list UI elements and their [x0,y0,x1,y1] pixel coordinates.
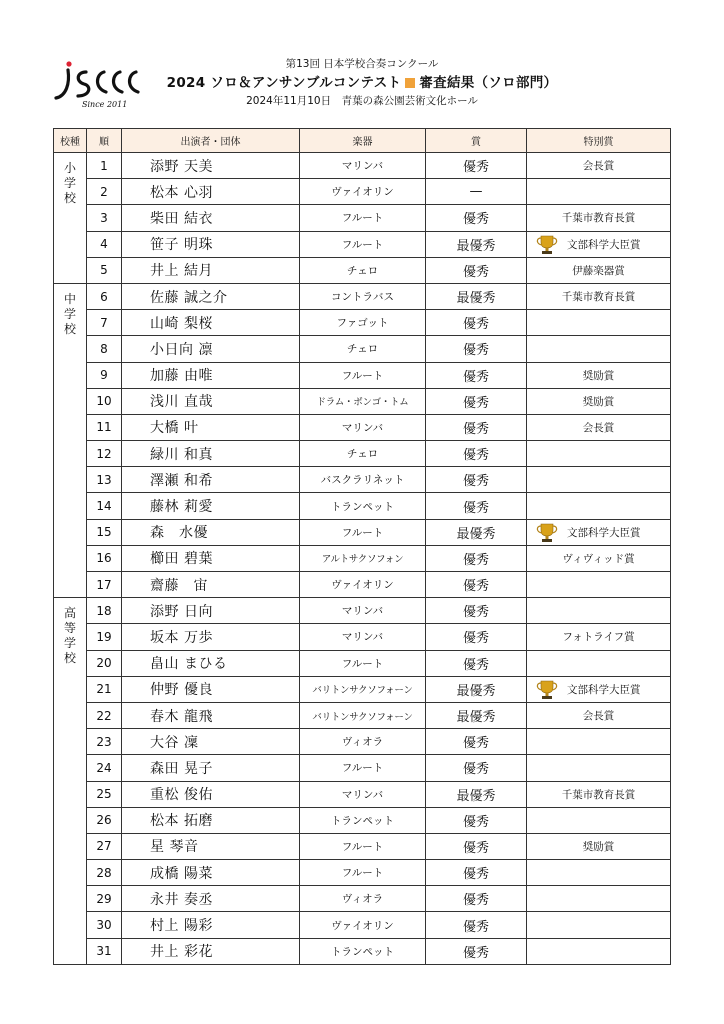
table-row [54,572,671,598]
performer-name: 藤林 莉愛 [122,493,300,519]
special-award-text: 奨励賞 [582,840,615,853]
award-cell: 優秀 [426,493,527,519]
order-cell: 12 [87,441,122,467]
performer-name: 井上 結月 [122,257,300,283]
order-cell: 5 [87,257,122,283]
category-cell [54,283,87,597]
col-header-award: 賞 [426,129,527,153]
instrument-cell: チェロ [300,257,426,283]
special-award-cell [527,388,671,414]
order-cell: 10 [87,388,122,414]
award-cell: 最優秀 [426,519,527,545]
order-cell: 3 [87,205,122,231]
trophy-icon [532,680,562,700]
special-award-cell [527,572,671,598]
performer-name: 佐藤 誠之介 [122,283,300,309]
trophy-icon [532,235,562,255]
award-cell: 優秀 [426,650,527,676]
order-cell: 4 [87,231,122,257]
special-award-cell [527,179,671,205]
table-row [54,283,671,309]
performer-name: 笹子 明珠 [122,231,300,257]
order-cell: 27 [87,833,122,859]
order-cell: 22 [87,702,122,728]
col-header-instrument: 楽器 [300,129,426,153]
special-award-cell [527,545,671,571]
special-award-cell [527,729,671,755]
special-award-cell [527,702,671,728]
order-cell: 14 [87,493,122,519]
special-award-text: ヴィヴィッド賞 [562,552,635,565]
order-cell: 21 [87,676,122,702]
award-cell: 優秀 [426,807,527,833]
performer-name: 櫛田 碧葉 [122,545,300,571]
special-award-cell [527,362,671,388]
award-cell: 優秀 [426,362,527,388]
performer-name: 添野 日向 [122,598,300,624]
special-award-cell [527,231,671,257]
special-award-text: 文部科学大臣賞 [567,683,641,696]
table-row [54,938,671,964]
category-label-char: 学 [63,636,76,651]
special-award-cell [527,938,671,964]
order-cell: 13 [87,467,122,493]
special-award-cell [527,205,671,231]
instrument-cell: アルトサクソフォン [300,545,426,571]
category-label-char: 校 [63,321,76,336]
instrument-cell: チェロ [300,441,426,467]
performer-name: 柴田 結衣 [122,205,300,231]
special-award-cell [527,598,671,624]
instrument-cell: ファゴット [300,310,426,336]
award-cell: 優秀 [426,886,527,912]
category-label-char: 学 [63,176,76,190]
award-cell: 優秀 [426,545,527,571]
logo-since-text: Since 2011 [82,100,128,109]
category-label-char: 中 [63,291,76,306]
award-cell: 優秀 [426,153,527,179]
table-row [54,781,671,807]
col-header-special-award: 特別賞 [527,129,671,153]
order-cell: 19 [87,624,122,650]
col-header-performer: 出演者・団体 [122,129,300,153]
order-cell: 7 [87,310,122,336]
special-award-text: 奨励賞 [582,369,615,382]
performer-name: 村上 陽彩 [122,912,300,938]
table-row [54,414,671,440]
special-award-cell [527,807,671,833]
category-label-char: 等 [63,621,76,636]
performer-name: 緑川 和真 [122,441,300,467]
instrument-cell: コントラバス [300,283,426,309]
category-label-char: 校 [63,651,76,666]
award-cell: 最優秀 [426,231,527,257]
performer-name: 松本 心羽 [122,179,300,205]
instrument-cell: マリンバ [300,781,426,807]
award-cell: 優秀 [426,938,527,964]
table-row [54,493,671,519]
performer-name: 澤瀬 和希 [122,467,300,493]
table-row [54,205,671,231]
table-row [54,153,671,179]
order-cell: 16 [87,545,122,571]
performer-name: 浅川 直哉 [122,388,300,414]
table-row [54,886,671,912]
award-cell: 最優秀 [426,283,527,309]
instrument-cell: フルート [300,231,426,257]
award-cell: 優秀 [426,467,527,493]
special-award-text: 千葉市教育長賞 [561,291,636,304]
award-cell: 優秀 [426,729,527,755]
table-row [54,755,671,781]
table-row [54,362,671,388]
special-award-cell [527,833,671,859]
performer-name: 仲野 優良 [122,676,300,702]
table-row [54,729,671,755]
table-row [54,231,671,257]
instrument-cell: フルート [300,833,426,859]
special-award-cell [527,886,671,912]
table-row [54,388,671,414]
col-header-order: 順 [87,129,122,153]
instrument-cell: マリンバ [300,414,426,440]
special-award-cell [527,624,671,650]
category-cell [54,153,87,284]
award-cell: 優秀 [426,441,527,467]
table-row [54,807,671,833]
special-award-cell [527,676,671,702]
table-header-row [54,129,671,153]
instrument-cell: ヴィオラ [300,886,426,912]
performer-name: 森田 晃子 [122,755,300,781]
instrument-cell: マリンバ [300,598,426,624]
award-cell: 優秀 [426,598,527,624]
award-cell: — [426,179,527,205]
special-award-text: 千葉市教育長賞 [561,212,636,225]
order-cell: 2 [87,179,122,205]
table-row [54,467,671,493]
instrument-cell: バリトンサクソフォーン [300,676,426,702]
col-header-category: 校種 [54,129,87,153]
order-cell: 28 [87,860,122,886]
performer-name: 加藤 由唯 [122,362,300,388]
order-cell: 18 [87,598,122,624]
instrument-cell: バリトンサクソフォーン [300,702,426,728]
award-cell: 優秀 [426,205,527,231]
special-award-cell [527,755,671,781]
special-award-cell [527,441,671,467]
special-award-text: 文部科学大臣賞 [567,526,641,539]
instrument-cell: チェロ [300,336,426,362]
order-cell: 9 [87,362,122,388]
performer-name: 小日向 凛 [122,336,300,362]
special-award-cell [527,912,671,938]
instrument-cell: マリンバ [300,153,426,179]
special-award-text: 会長賞 [582,160,615,173]
performer-name: 坂本 万歩 [122,624,300,650]
table-row [54,860,671,886]
instrument-cell: ヴァイオリン [300,912,426,938]
category-label-char: 小 [63,161,76,175]
instrument-cell: フルート [300,205,426,231]
table-row [54,650,671,676]
special-award-cell [527,519,671,545]
special-award-cell [527,257,671,283]
page-title [0,71,724,91]
special-award-cell [527,860,671,886]
table-row [54,702,671,728]
performer-name: 成橋 陽菜 [122,860,300,886]
instrument-cell: バスクラリネット [300,467,426,493]
table-row [54,257,671,283]
order-cell: 15 [87,519,122,545]
instrument-cell: ドラム・ボンゴ・トム [300,388,426,414]
table-row [54,336,671,362]
order-cell: 23 [87,729,122,755]
performer-name: 大谷 凜 [122,729,300,755]
title-left: 2024 ソロ＆アンサンブルコンテスト [166,75,402,91]
instrument-cell: フルート [300,755,426,781]
special-award-cell [527,781,671,807]
special-award-cell [527,414,671,440]
order-cell: 25 [87,781,122,807]
instrument-cell: フルート [300,860,426,886]
table-row [54,545,671,571]
instrument-cell: ヴァイオリン [300,572,426,598]
order-cell: 20 [87,650,122,676]
order-cell: 8 [87,336,122,362]
award-cell: 優秀 [426,624,527,650]
table-row [54,676,671,702]
award-cell: 最優秀 [426,702,527,728]
table-row [54,598,671,624]
order-cell: 24 [87,755,122,781]
contest-subtitle: 第13回 日本学校合奏コンクール [285,58,439,70]
performer-name: 山崎 梨桜 [122,310,300,336]
instrument-cell: フルート [300,519,426,545]
performer-name: 添野 天美 [122,153,300,179]
special-award-cell [527,310,671,336]
instrument-cell: フルート [300,362,426,388]
performer-name: 春木 龍飛 [122,702,300,728]
table-row [54,833,671,859]
performer-name: 大橋 叶 [122,414,300,440]
special-award-text: 会長賞 [582,421,615,434]
special-award-cell [527,283,671,309]
trophy-icon [532,523,562,543]
order-cell: 29 [87,886,122,912]
title-right: 審査結果（ソロ部門） [419,75,558,91]
order-cell: 11 [87,414,122,440]
instrument-cell: マリンバ [300,624,426,650]
special-award-text: 会長賞 [582,710,615,723]
award-cell: 優秀 [426,257,527,283]
special-award-cell [527,153,671,179]
performer-name: 永井 奏丞 [122,886,300,912]
performer-name: 星 琴音 [122,833,300,859]
award-cell: 優秀 [426,414,527,440]
category-label-char: 校 [63,191,76,205]
award-cell: 優秀 [426,833,527,859]
instrument-cell: トランペット [300,807,426,833]
performer-name: 松本 拓磨 [122,807,300,833]
award-cell: 優秀 [426,310,527,336]
category-label-char: 学 [63,306,76,321]
orange-square-icon [405,78,415,88]
order-cell: 1 [87,153,122,179]
instrument-cell: ヴィオラ [300,729,426,755]
award-cell: 優秀 [426,388,527,414]
special-award-text: 文部科学大臣賞 [567,238,641,251]
award-cell: 優秀 [426,572,527,598]
table-row [54,624,671,650]
performer-name: 森 水優 [122,519,300,545]
results-table [53,128,671,965]
special-award-text: 千葉市教育長賞 [561,788,636,801]
special-award-cell [527,493,671,519]
special-award-text: 伊藤楽器賞 [572,264,625,277]
table-row [54,519,671,545]
category-label-char: 高 [63,606,76,621]
instrument-cell: トランペット [300,493,426,519]
table-row [54,441,671,467]
table-row [54,179,671,205]
instrument-cell: フルート [300,650,426,676]
special-award-cell [527,650,671,676]
performer-name: 重松 俊佑 [122,781,300,807]
award-cell: 優秀 [426,336,527,362]
performer-name: 井上 彩花 [122,938,300,964]
order-cell: 31 [87,938,122,964]
award-cell: 最優秀 [426,676,527,702]
table-row [54,912,671,938]
order-cell: 17 [87,572,122,598]
date-venue: 2024年11月10日 青葉の森公園芸術文化ホール [246,95,478,107]
instrument-cell: トランペット [300,938,426,964]
award-cell: 最優秀 [426,781,527,807]
special-award-text: 奨励賞 [582,395,615,408]
order-cell: 30 [87,912,122,938]
special-award-text: フォトライフ賞 [562,631,635,644]
performer-name: 畠山 まひる [122,650,300,676]
order-cell: 6 [87,283,122,309]
performer-name: 齋藤 宙 [122,572,300,598]
order-cell: 26 [87,807,122,833]
special-award-cell [527,467,671,493]
award-cell: 優秀 [426,755,527,781]
category-cell [54,598,87,965]
instrument-cell: ヴァイオリン [300,179,426,205]
award-cell: 優秀 [426,912,527,938]
table-row [54,310,671,336]
special-award-cell [527,336,671,362]
award-cell: 優秀 [426,860,527,886]
